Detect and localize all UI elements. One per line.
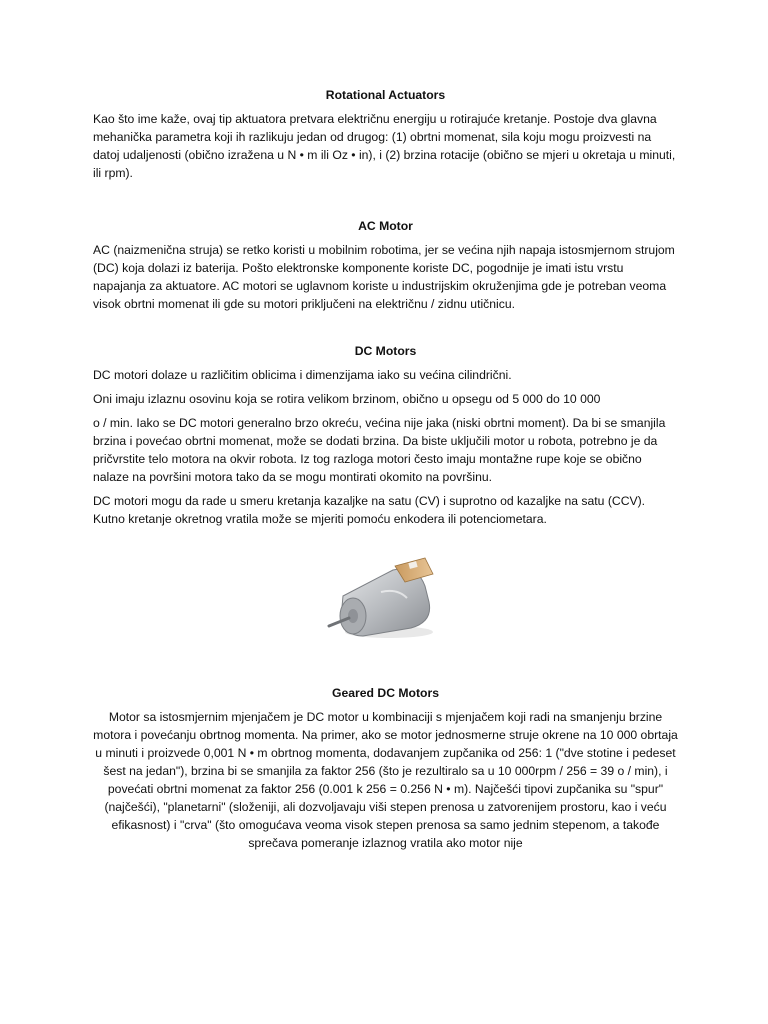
dc-motor-figure: [93, 548, 678, 644]
rotational-actuators-heading: Rotational Actuators: [325, 88, 446, 102]
dc-motors-paragraph-4: DC motori mogu da rade u smeru kretanja kazaljke na satu (CV) i suprotno od kazaljke na satu (CCV). Kutno kretanje okretnog vratila može se mjeriti pomoću enkodera ili potenciometara.: [93, 494, 646, 526]
geared-dc-motors-paragraph: Motor sa istosmjernim mjenjačem je DC motor u kombinaciji s mjenjačem koji radi na smanjenju brzine motora i povećanju obrtnog momenta. Na primer, ako se motor jednosmerne struje okrene na 10 000 obrtaja u minuti i proizvede 0,001 N • m obrtnog momenta, dodavanjem zupčanika od 256: 1 ("dve stotine i pedeset šest na jedan"), brzina bi se smanjila za faktor 256 (što je rezultiralo sa u 10 000rpm / 256 = 39 o / min), i povećati obrtni momenat za faktor 256 (0.001 k 256 = 0.256 N • m). Najčešći tipovi zupčanika su "spur" (najčešći), "planetarni" (složeniji, ali dozvoljavaju viši stepen prenosa u zatvorenijem prostoru, kao i veću efikasnost) i "crva" (što omogućava veoma visok stepen prenosa sa samo jednim stepenom, a takođe sprečava pomeranje izlaznog vratila ako motor nije: [93, 710, 678, 850]
rotational-actuators-paragraph: Kao što ime kaže, ovaj tip aktuatora pretvara električnu energiju u rotirajuće kretanje. Postoje dva glavna mehanička parametra koji ih razlikuju jedan od drugog: (1) obrtni momenat, sila koju mogu proizvesti na datoj udaljenosti (obično izražena u N • m ili Oz • in), i (2) brzina rotacije (obično se mjeri u okretaja u minuti, ili rpm).: [93, 112, 676, 180]
dc-motor-icon: [321, 548, 451, 644]
dc-motors-paragraph-3: o / min. Iako se DC motori generalno brzo okreću, većina nije jaka (niski obrtni moment). Da bi se smanjila brzina i povećao obrtni momenat, može se dodati brzina. Da biste uključili motor u robota, potrebno je da pričvrstite telo motora na okvir robota. Iz tog razloga motori često imaju montažne rupe koje se obično nalaze na površini motora tako da se mogu montirati okomito na površinu.: [93, 416, 666, 484]
dc-motors-paragraph-1: DC motori dolaze u različitim oblicima i dimenzijama iako su većina cilindrični.: [93, 368, 512, 382]
geared-dc-motors-heading: Geared DC Motors: [332, 686, 439, 700]
ac-motor-paragraph: AC (naizmenična struja) se retko koristi u mobilnim robotima, jer se većina njih napaja istosmjernom strujom (DC) koja dolazi iz baterija. Pošto elektronske komponente koriste DC, pogodnije je imati istu vrstu napajanja za aktuatore. AC motori se uglavnom koriste u industrijskim okruženjima gde je potreban veoma visok obrtni momenat ili gde su motori priključeni na električnu / zidnu utičnicu.: [93, 243, 675, 311]
ac-motor-heading: AC Motor: [358, 219, 413, 233]
dc-motors-heading: DC Motors: [354, 344, 417, 358]
document-page: [93, 86, 678, 858]
dc-motors-paragraph-2: Oni imaju izlaznu osovinu koja se rotira velikom brzinom, obično u opsegu od 5 000 do 10 000: [93, 392, 601, 406]
